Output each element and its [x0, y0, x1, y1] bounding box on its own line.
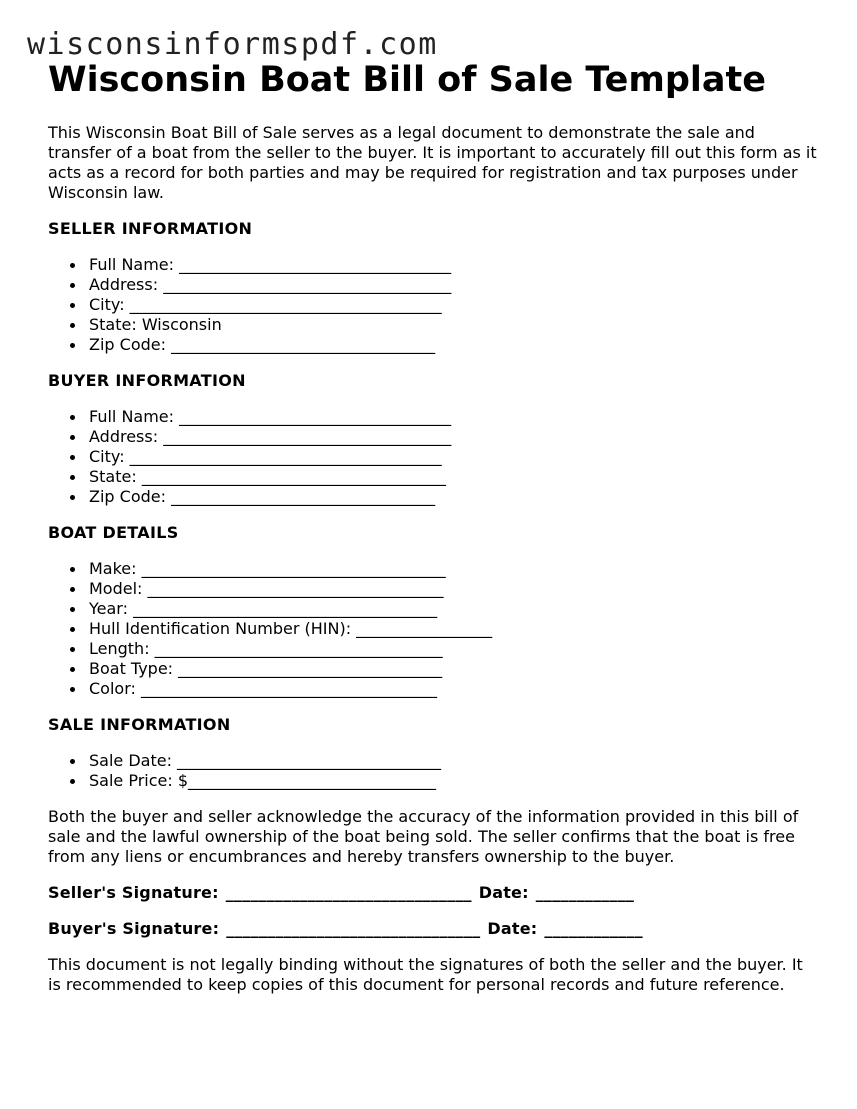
boat-field-list [48, 559, 818, 699]
intro-paragraph: This Wisconsin Boat Bill of Sale serves as a legal document to demonstrate the sale and transfer of a boat from the seller to the buyer. It is important to accurately fill out this form as it acts as a record for both parties and may be required for registration and tax purposes under Wisconsin law. [48, 123, 817, 202]
seller-date-label: Date: [478, 883, 529, 902]
boat-section-heading: BOAT DETAILS [48, 523, 179, 542]
buyer-field-list [48, 407, 818, 507]
seller-state-field: State: Wisconsin [70, 315, 818, 335]
acknowledgement-paragraph: Both the buyer and seller acknowledge the accuracy of the information provided in this bill of sale and the lawful ownership of the boat being sold. The seller confirms that the boat is free from any liens or encumbrances and hereby transfers ownership to the buyer. [48, 807, 799, 866]
buyer-signature-line [48, 919, 818, 939]
site-watermark: wisconsinformspdf.com [27, 27, 438, 62]
boat-color-field: Color: _____________________________________ [70, 679, 818, 699]
document-body [48, 123, 818, 995]
seller-signature-blank: ______________________________ [225, 883, 472, 902]
sale-field-list [48, 751, 818, 791]
buyer-zip-field: Zip Code: _________________________________ [70, 487, 818, 507]
seller-signature-line [48, 883, 818, 903]
seller-address-field: Address: ____________________________________ [70, 275, 818, 295]
boat-year-field: Year: ______________________________________ [70, 599, 818, 619]
seller-date-blank: ____________ [535, 883, 635, 902]
seller-section-heading: SELLER INFORMATION [48, 219, 253, 238]
seller-field-list [48, 255, 818, 355]
sale-date-field: Sale Date: _________________________________ [70, 751, 818, 771]
boat-type-field: Boat Type: _________________________________ [70, 659, 818, 679]
buyer-address-field: Address: ____________________________________ [70, 427, 818, 447]
buyer-date-label: Date: [487, 919, 538, 938]
buyer-city-field: City: _______________________________________ [70, 447, 818, 467]
disclaimer-paragraph: This document is not legally binding without the signatures of both the seller and the buyer. It is recommended to keep copies of this document for personal records and future reference. [48, 955, 803, 994]
boat-model-field: Model: _____________________________________ [70, 579, 818, 599]
sale-section-heading: SALE INFORMATION [48, 715, 231, 734]
boat-make-field: Make: ______________________________________ [70, 559, 818, 579]
buyer-signature-label: Buyer's Signature: [48, 919, 220, 938]
seller-zip-field: Zip Code: _________________________________ [70, 335, 818, 355]
boat-hin-field: Hull Identification Number (HIN): _________________ [70, 619, 818, 639]
buyer-full-name-field: Full Name: __________________________________ [70, 407, 818, 427]
boat-length-field: Length: ____________________________________ [70, 639, 818, 659]
buyer-signature-blank: _______________________________ [226, 919, 481, 938]
seller-full-name-field: Full Name: __________________________________ [70, 255, 818, 275]
seller-signature-label: Seller's Signature: [48, 883, 219, 902]
seller-city-field: City: _______________________________________ [70, 295, 818, 315]
buyer-section-heading: BUYER INFORMATION [48, 371, 246, 390]
buyer-state-field: State: ______________________________________ [70, 467, 818, 487]
sale-price-field: Sale Price: $_______________________________ [70, 771, 818, 791]
buyer-date-blank: ____________ [544, 919, 643, 938]
page-title: Wisconsin Boat Bill of Sale Template [48, 60, 766, 100]
